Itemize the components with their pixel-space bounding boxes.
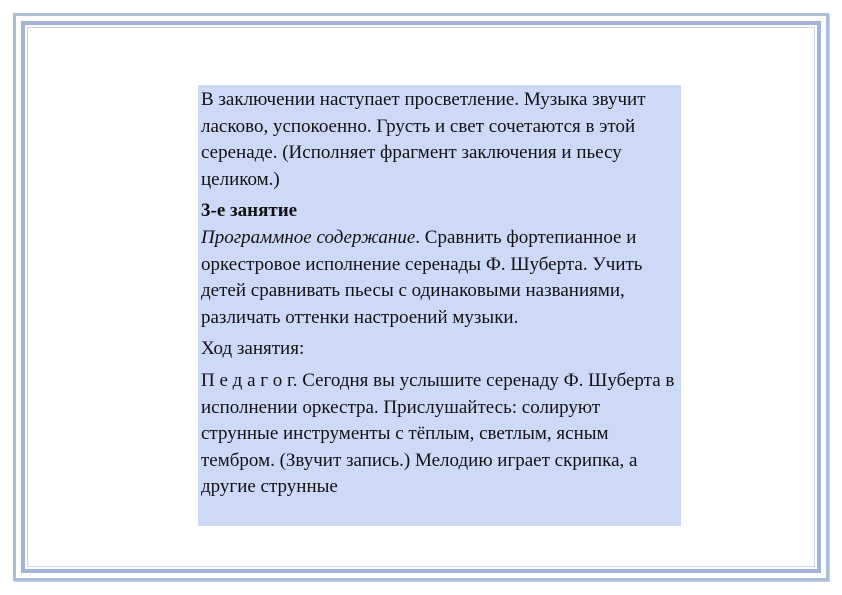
paragraph-teacher (201, 368, 678, 501)
paragraph-lesson (201, 198, 678, 331)
progress-heading: Ход занятия: (201, 338, 305, 360)
teacher-text: Сегодня вы услышите серенаду Ф. Шуберта в исполнении оркестра. Прислушайтесь: солируют струнные инструменты с тёплым, светлым, ясным тембром. (Звучит запись.) Мелодию играет скрипка, а другие струнные (201, 369, 675, 498)
program-label: Программное содержание (201, 226, 416, 248)
program-text: . Сравнить фортепианное и оркестровое исполнение серенады Ф. Шуберта. Учить детей сравнивать пьесы с одинаковыми названиями, различать оттенки настроений музыки. (201, 226, 643, 328)
paragraph-conclusion: В заключении наступает просветление. Музыка звучит ласково, успокоенно. Грусть и свет сочетаются в этой серенаде. (Исполняет фрагмент заключения и пьесу целиком.) (201, 89, 646, 190)
teacher-label: П е д а г о г. (201, 369, 298, 391)
lesson-heading: 3-е занятие (201, 200, 298, 222)
text-box (198, 85, 681, 526)
